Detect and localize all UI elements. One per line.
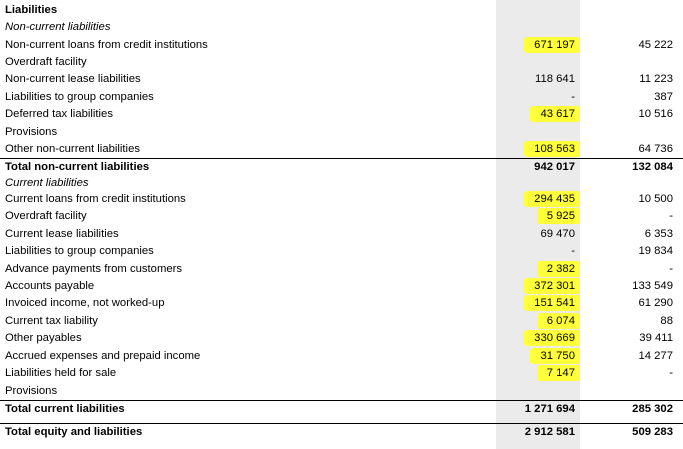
row-label: Advance payments from customers [5,263,183,275]
prior-year-value: 39 411 [639,332,673,344]
prior-year-value: 64 736 [638,143,673,155]
table-row [0,124,683,141]
prior-year-value: 133 549 [632,280,673,292]
current-year-value: 69 470 [540,228,575,240]
prior-year-value: 19 834 [638,245,673,257]
table-row [0,89,683,106]
table-row [0,37,683,54]
current-year-value: 108 563 [534,143,575,155]
prior-year-value: - [669,210,673,222]
rule-line [0,423,683,424]
table-row [0,401,683,418]
prior-year-value: 61 290 [638,297,673,309]
prior-year-value: 132 084 [632,161,673,173]
current-year-value: 942 017 [534,161,575,173]
current-year-value: 2 912 581 [524,426,575,438]
prior-year-value: 6 353 [644,228,673,240]
prior-year-value: - [669,367,673,379]
current-year-value: 1 271 694 [524,403,575,415]
section-title: Liabilities [5,4,58,16]
current-year-value: - [571,245,575,257]
row-label: Liabilities to group companies [5,91,154,103]
table-row [0,383,683,400]
row-label: Accrued expenses and prepaid income [5,350,201,362]
table-row [0,313,683,330]
current-year-value: 671 197 [534,39,575,51]
prior-year-value: - [669,263,673,275]
table-row [0,348,683,365]
row-label: Total non-current liabilities [5,161,150,173]
row-label: Total current liabilities [5,403,125,415]
table-row [0,141,683,158]
current-year-value: 330 669 [534,332,575,344]
table-row [0,71,683,88]
table-row [0,226,683,243]
current-year-value: 372 301 [534,280,575,292]
prior-year-value: 387 [654,91,673,103]
table-row [0,295,683,312]
table-row [0,175,683,192]
prior-year-value: 11 223 [639,73,673,85]
current-year-value: 6 074 [546,315,575,327]
prior-year-value: 285 302 [632,403,673,415]
table-row [0,208,683,225]
row-label: Accounts payable [5,280,95,292]
section-title-row [0,2,683,19]
table-row [0,243,683,260]
table-row [0,424,683,441]
row-label: Other non-current liabilities [5,143,140,155]
prior-year-value: 88 [660,315,673,327]
current-year-value: 7 147 [546,367,575,379]
row-label: Current tax liability [5,315,98,327]
row-label: Total equity and liabilities [5,426,143,438]
current-year-value: 5 925 [546,210,575,222]
row-label: Overdraft facility [5,56,87,68]
table-row [0,19,683,36]
current-year-value: - [571,91,575,103]
current-year-value: 43 617 [540,108,575,120]
prior-year-value: 10 516 [638,108,673,120]
prior-year-value: 10 500 [638,193,673,205]
table-row [0,330,683,347]
row-label: Deferred tax liabilities [5,108,113,120]
table-row [0,365,683,382]
row-label: Current loans from credit institutions [5,193,186,205]
row-label: Liabilities to group companies [5,245,154,257]
row-label: Current lease liabilities [5,228,119,240]
row-label: Provisions [5,385,58,397]
current-year-value: 151 541 [534,297,575,309]
table-row [0,106,683,123]
row-label: Non-current liabilities [5,21,111,33]
table-row [0,261,683,278]
row-label: Overdraft facility [5,210,87,222]
current-year-value: 118 641 [535,73,575,85]
row-label: Current liabilities [5,177,89,189]
table-row [0,159,683,176]
rule-line [0,158,683,159]
row-label: Provisions [5,126,58,138]
table-row [0,191,683,208]
row-label: Liabilities held for sale [5,367,117,379]
current-year-value: 294 435 [534,193,575,205]
row-label: Non-current lease liabilities [5,73,141,85]
prior-year-value: 45 222 [638,39,673,51]
row-label: Non-current loans from credit institutions [5,39,208,51]
table-row [0,278,683,295]
row-label: Invoiced income, not worked-up [5,297,165,309]
current-year-value: 31 750 [540,350,575,362]
row-label: Other payables [5,332,82,344]
table-row [0,54,683,71]
rule-line [0,400,683,401]
prior-year-value: 509 283 [632,426,673,438]
current-year-value: 2 382 [546,263,575,275]
prior-year-value: 14 277 [638,350,673,362]
